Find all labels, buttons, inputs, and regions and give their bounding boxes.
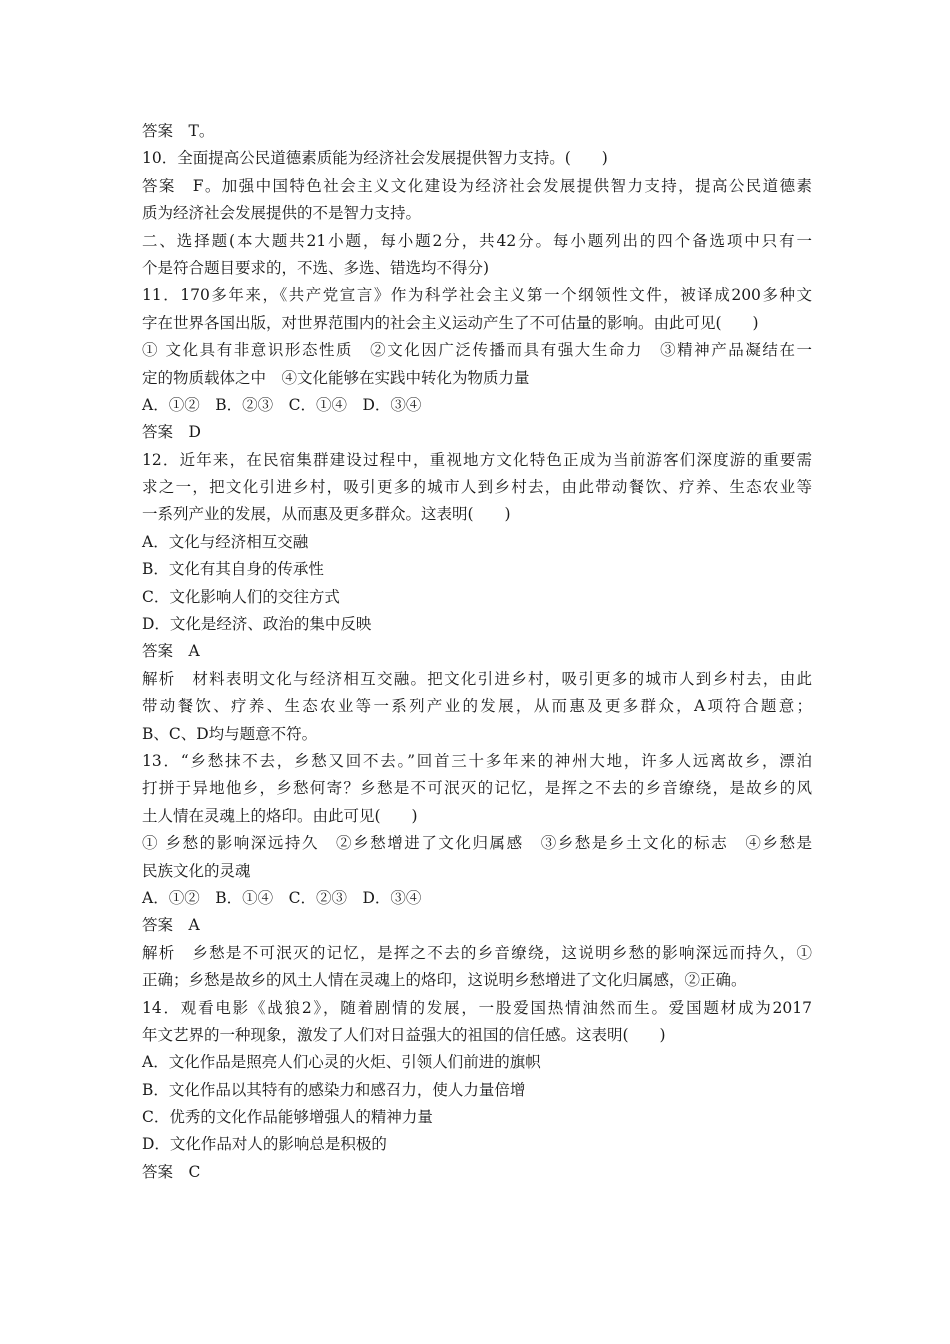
option-b-12: B．文化有其自身的传承性: [142, 560, 324, 579]
question-stem-13: 打拼于异地他乡，乡愁何寄？乡愁是不可泯灭的记忆，是挥之不去的乡音缭绕，是故乡的风: [142, 779, 812, 798]
explanation-13: 正确；乡愁是故乡的风土人情在灵魂上的烙印，这说明乡愁增进了文化归属感，②正确。: [142, 971, 747, 990]
true-false-question-10: 10．全面提高公民道德素质能为经济社会发展提供智力支持。( ): [142, 149, 608, 168]
question-stem-11: 字在世界各国出版，对世界范围内的社会主义运动产生了不可估量的影响。由此可见( ): [142, 313, 759, 332]
question-options-11: A．①② B．②③ C．①④ D．③④: [142, 395, 422, 414]
question-stem-13: 土人情在灵魂上的烙印。由此可见( ): [142, 806, 418, 825]
section-heading: 个是符合题目要求的，不选、多选、错选均不得分): [142, 258, 490, 277]
option-d-12: D．文化是经济、政治的集中反映: [142, 615, 372, 634]
answer-line: 答案 F。加强中国特色社会主义文化建设为经济社会发展提供智力支持，提高公民道德素: [142, 176, 812, 195]
option-b-14: B．文化作品以其特有的感染力和感召力，使人力量倍增: [142, 1080, 526, 1099]
question-stem-13: 13．“乡愁抹不去，乡愁又回不去。”回首三十多年来的神州大地，许多人远离故乡，漂泊: [142, 751, 812, 770]
question-stem-12: 求之一，把文化引进乡村，吸引更多的城市人到乡村去，由此带动餐饮、疗养、生态农业等: [142, 478, 812, 497]
answer-line: 答案 T。: [142, 122, 215, 140]
answer-line: 答案 A: [142, 916, 200, 935]
explanation-12: 带动餐饮、疗养、生态农业等一系列产业的发展，从而惠及更多群众，A项符合题意；: [142, 697, 812, 716]
option-a-12: A．文化与经济相互交融: [142, 532, 309, 551]
option-d-14: D．文化作品对人的影响总是积极的: [142, 1135, 387, 1154]
question-statements-11: 定的物质载体之中 ④文化能够在实践中转化为物质力量: [142, 368, 530, 387]
explanation-12: B、C、D均与题意不符。: [142, 724, 318, 743]
question-stem-11: 11．170多年来，《共产党宣言》作为科学社会主义第一个纲领性文件，被译成200多种文: [142, 286, 812, 305]
section-heading: 二、选择题(本大题共21小题，每小题2分，共42分。每小题列出的四个备选项中只有一: [142, 231, 812, 250]
explanation-13: 解析 乡愁是不可泯灭的记忆，是挥之不去的乡音缭绕，这说明乡愁的影响深远而持久，①: [142, 943, 812, 962]
question-stem-12: 12．近年来，在民宿集群建设过程中，重视地方文化特色正成为当前游客们深度游的重要需: [142, 450, 812, 469]
answer-line: 质为经济社会发展提供的不是智力支持。: [142, 204, 422, 223]
option-a-14: A．文化作品是照亮人们心灵的火炬、引领人们前进的旗帜: [142, 1053, 541, 1072]
explanation-12: 解析 材料表明文化与经济相互交融。把文化引进乡村，吸引更多的城市人到乡村去，由此: [142, 669, 812, 688]
question-statements-13: 民族文化的灵魂: [142, 861, 251, 880]
option-c-12: C．文化影响人们的交往方式: [142, 587, 340, 606]
answer-line: 答案 D: [142, 423, 201, 442]
answer-line: 答案 A: [142, 642, 200, 661]
document-page: [142, 118, 812, 1186]
question-stem-14: 14．观看电影《战狼2》，随着剧情的发展，一股爱国热情油然而生。爱国题材成为2017: [142, 998, 812, 1017]
question-stem-14: 年文艺界的一种现象，激发了人们对日益强大的祖国的信任感。这表明( ): [142, 1025, 666, 1044]
question-options-13: A．①② B．①④ C．②③ D．③④: [142, 888, 422, 907]
question-stem-12: 一系列产业的发展，从而惠及更多群众。这表明( ): [142, 505, 511, 524]
answer-line: 答案 C: [142, 1162, 201, 1181]
question-statements-11: ① 文化具有非意识形态性质 ②文化因广泛传播而具有强大生命力 ③精神产品凝结在一: [142, 341, 812, 360]
option-c-14: C．优秀的文化作品能够增强人的精神力量: [142, 1108, 433, 1127]
question-statements-13: ① 乡愁的影响深远持久 ②乡愁增进了文化归属感 ③乡愁是乡土文化的标志 ④乡愁是: [142, 834, 812, 853]
